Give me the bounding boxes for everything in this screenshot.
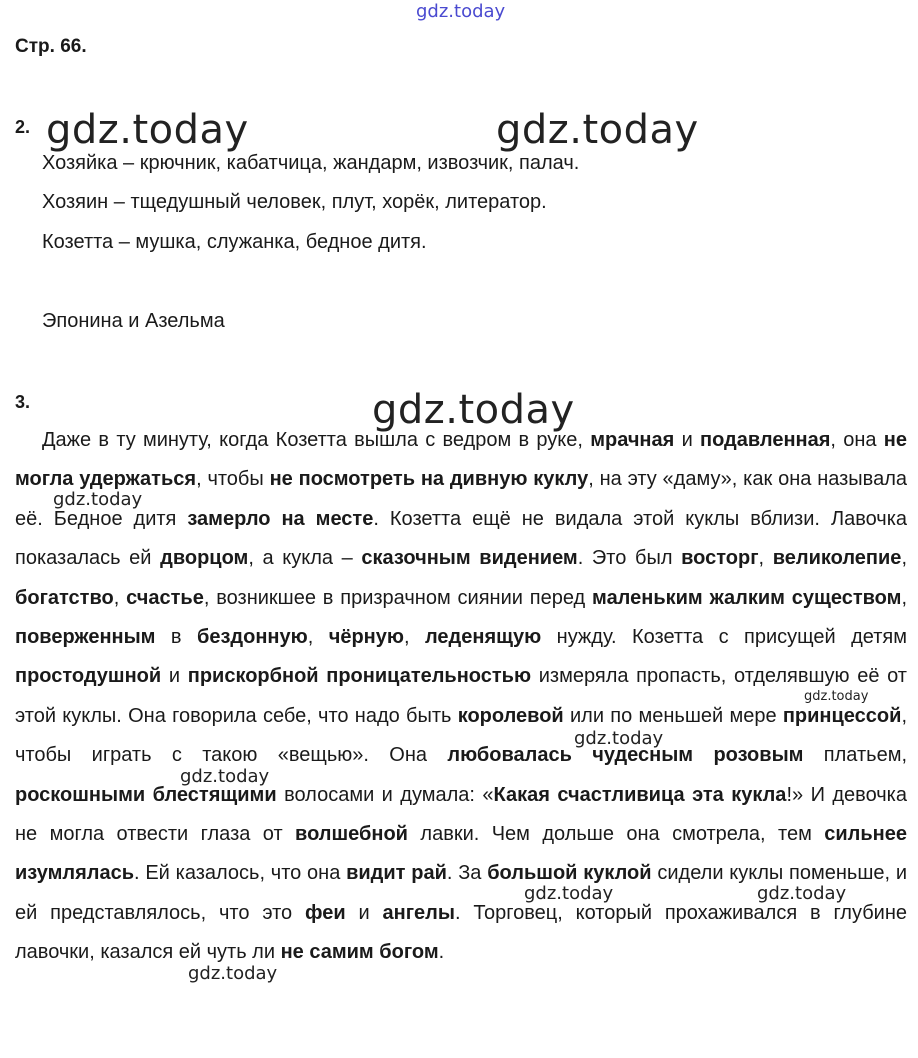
highlighted-phrase: не могла удержаться (15, 429, 907, 491)
highlighted-phrase: любовалась чудесным розовым (447, 744, 804, 767)
text-segment: , (901, 547, 907, 570)
highlighted-phrase: маленьким жалким существом (592, 586, 902, 609)
answer-line: Эпонина и Азельма (42, 310, 225, 332)
highlighted-phrase: сказочным видением (361, 547, 578, 570)
text-segment: , (113, 586, 127, 609)
highlighted-phrase: леденящую (424, 626, 542, 649)
highlighted-phrase: Какая счастливица эта кукла (493, 783, 787, 806)
watermark: gdz.today (372, 387, 575, 433)
highlighted-phrase: восторг (681, 547, 759, 570)
text-segment: и (674, 429, 701, 451)
highlighted-phrase: принцессой (782, 704, 902, 727)
highlighted-phrase: бездонную (197, 626, 308, 649)
watermark: gdz.today (757, 883, 847, 904)
highlighted-phrase: ангелы (382, 901, 455, 924)
highlighted-phrase: счастье (126, 586, 204, 609)
highlighted-phrase: великолепие (772, 547, 902, 570)
watermark: gdz.today (496, 107, 699, 153)
text-segment: лавки. Чем дольше она смотрела, тем (407, 823, 825, 846)
text-segment: измеряла пропасть, отделявшую её от этой куклы. Она говорила себе, что надо быть (15, 665, 907, 727)
watermark: gdz.today (524, 883, 614, 904)
text-segment: и (345, 901, 383, 924)
highlighted-phrase: чёрную (328, 626, 404, 649)
task-number: 2. (15, 117, 31, 137)
task-number: 3. (15, 392, 31, 412)
highlighted-phrase: феи (304, 901, 346, 924)
text-segment: , (307, 626, 329, 649)
text-segment: нужду. Козетта с присущей детям (541, 626, 907, 649)
text-segment: . (438, 941, 445, 964)
text-segment: , чтобы (196, 468, 270, 491)
text-segment: или по меньшей мере (563, 704, 783, 727)
answer-line: Хозяин – тщедушный человек, плут, хорёк, литератор. (42, 191, 547, 213)
highlighted-phrase: богатство (15, 586, 114, 609)
highlighted-phrase: большой куклой (487, 862, 652, 885)
text-segment: , возникшее в призрачном сиянии перед (203, 586, 593, 609)
text-segment: платьем, (803, 744, 907, 767)
text-segment: и (161, 665, 188, 688)
text-segment: Даже в ту минуту, когда Козетта вышла с ведром в руке, (42, 429, 591, 451)
watermark: gdz.today (574, 728, 664, 749)
highlighted-phrase: не самим богом (280, 941, 439, 964)
watermark: gdz.today (180, 766, 270, 787)
highlighted-phrase: замерло на месте (187, 507, 374, 530)
highlighted-phrase: дворцом (160, 547, 249, 570)
highlighted-phrase: видит рай (346, 862, 447, 885)
text-segment: волосами и думала: « (276, 783, 494, 806)
highlighted-phrase: простодушной (15, 665, 162, 688)
watermark: gdz.today (46, 107, 249, 153)
highlighted-phrase: сильнее изумлялась (15, 823, 908, 885)
highlighted-phrase: поверженным (15, 626, 156, 649)
page-reference: Стр. 66. (15, 36, 87, 57)
highlighted-phrase: подавленная (700, 429, 831, 451)
watermark: gdz.today (416, 1, 506, 22)
text-segment: . Это был (577, 547, 682, 570)
highlighted-phrase: королевой (457, 704, 564, 727)
text-segment: . Ей казалось, что она (134, 862, 347, 885)
highlighted-phrase: мрачная (590, 429, 675, 451)
text-segment: . Торговец, который прохаживался в глубине лавочки, казался ей чуть ли (15, 901, 907, 964)
text-segment: . Козетта ещё не видала этой куклы вблизи. Лавочка показалась ей (15, 507, 908, 570)
text-segment: , (901, 586, 907, 609)
highlighted-phrase: роскошными блестящими (15, 783, 277, 806)
answer-line: Козетта – мушка, служанка, бедное дитя. (42, 231, 427, 253)
text-segment: в (155, 626, 198, 649)
watermark: gdz.today (804, 689, 869, 704)
text-segment: , (403, 626, 425, 649)
text-segment: . За (446, 862, 488, 885)
answer-paragraph (15, 421, 907, 973)
text-segment: , а кукла – (248, 547, 362, 570)
highlighted-phrase: волшебной (295, 823, 408, 846)
text-segment: , на эту «даму», как она называла её. Бедное дитя (15, 468, 907, 530)
highlighted-phrase: прискорбной проницательностью (187, 665, 532, 688)
text-segment: , она (830, 429, 884, 451)
text-segment: !» И девочка не могла отвести глаза от (15, 783, 907, 846)
answer-line: Хозяйка – крючник, кабатчица, жандарм, извозчик, палач. (42, 152, 580, 174)
text-segment: сидели куклы поменьше, и ей представлялось, что это (15, 862, 907, 924)
watermark: gdz.today (188, 963, 278, 984)
highlighted-phrase: не посмотреть на дивную куклу (269, 468, 589, 491)
text-segment: , чтобы играть с такою «вещью». Она (15, 704, 907, 767)
text-segment: , (758, 547, 773, 570)
watermark: gdz.today (53, 489, 143, 510)
